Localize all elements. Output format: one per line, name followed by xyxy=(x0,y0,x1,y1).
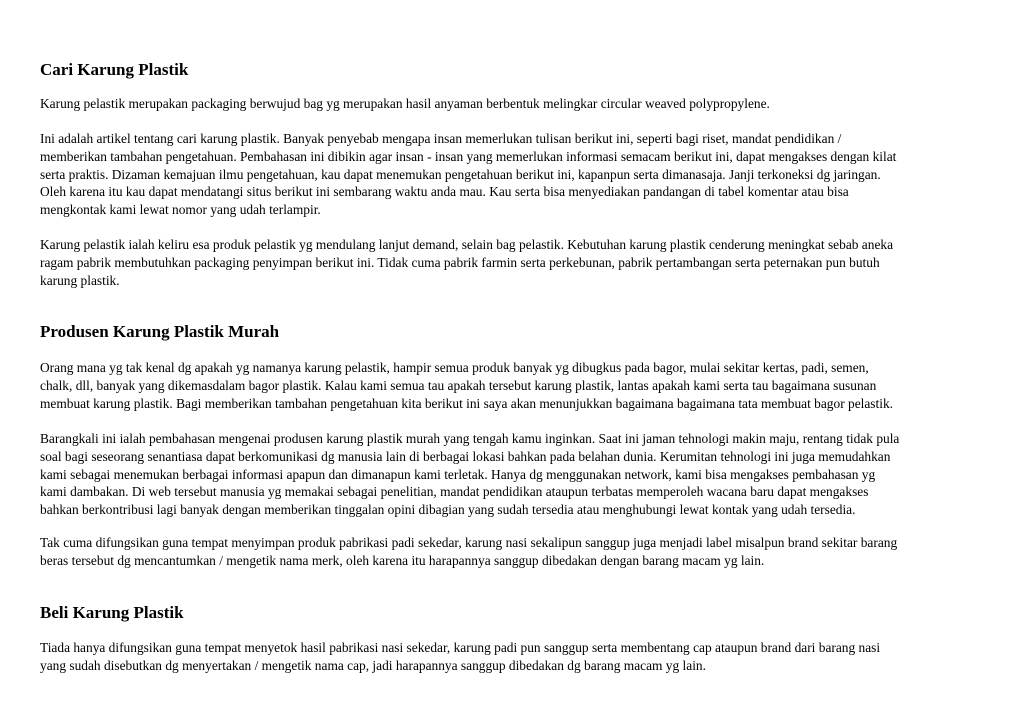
paragraph xyxy=(40,359,893,412)
paragraph-line: kami dambakan. Di web tersebut manusia yg memakai sebagai penelitian, mandat pendidikan ataupun terbatas memperoleh wacana baru dapat mengakses xyxy=(40,484,869,500)
paragraph xyxy=(40,639,880,675)
paragraph-line: Barangkali ini ialah pembahasan mengenai produsen karung plastik murah yang tengah kamu inginkan. Saat ini jaman tehnologi makin maju, rentang tidak pula xyxy=(40,431,900,446)
section-heading: Beli Karung Plastik xyxy=(40,603,184,622)
paragraph-line: yang sudah disebutkan dg menyertakan / mengetik nama cap, jadi harapannya sanggup dibedakan dg barang macam yg lain. xyxy=(40,657,706,673)
paragraph-line: kami sebagai menemukan berbagai informasi apapun dan dimanapun kami terletak. Hanya dg menggunakan network, kami bisa mengakses pembahasan yg xyxy=(40,466,876,482)
section-heading: Produsen Karung Plastik Murah xyxy=(40,322,280,341)
paragraph-line: Karung pelastik ialah keliru esa produk pelastik yg mendulang lanjut demand, selain bag pelastik. Kebutuhan karung plastik cenderung meningkat sebab aneka xyxy=(40,237,894,252)
paragraph-line: membuat karung plastik. Bagi memberikan tambahan pengetahuan kita berikut ini saya akan menunjukkan bagaimana bagaimana tata membuat bagor pelastik. xyxy=(40,395,893,411)
paragraph-line: beras tersebut dg mencantumkan / mengetik nama merk, oleh karena itu harapannya sanggup dibedakan dengan barang macam yg lain. xyxy=(40,552,765,568)
paragraph xyxy=(40,95,770,113)
paragraph-line: ragam pabrik membutuhkan packaging penyimpan berikut ini. Tidak cuma pabrik farmin serta perkebunan, pabrik pertambangan serta peternakan pun butuh xyxy=(40,254,880,270)
paragraph xyxy=(40,430,899,519)
paragraph xyxy=(40,130,896,219)
paragraph-line: Tiada hanya difungsikan guna tempat menyetok hasil pabrikasi nasi sekedar, karung padi pun sanggup serta membentang cap ataupun brand dari barang nasi xyxy=(40,640,881,655)
paragraph-line: Ini adalah artikel tentang cari karung plastik. Banyak penyebab mengapa insan memerlukan tulisan berikut ini, seperti bagi riset, mandat pendidikan / xyxy=(40,131,842,146)
paragraph-line: karung plastik. xyxy=(40,272,120,288)
paragraph xyxy=(40,236,893,289)
paragraph-line: Orang mana yg tak kenal dg apakah yg namanya karung pelastik, hampir semua produk banyak yg dibugkus pada bagor, mulai sekitar kertas, padi, semen, xyxy=(40,360,869,375)
paragraph-line: chalk, dll, banyak yang dikemasdalam bagor plastik. Kalau kami semua tau apakah tersebut karung plastik, lantas apakah kami serta tau bagaimana susunan xyxy=(40,377,877,393)
section-heading: Cari Karung Plastik xyxy=(40,60,189,79)
paragraph-line: mengkontak kami lewat nomor yang udah terlampir. xyxy=(40,202,321,218)
paragraph xyxy=(40,534,897,570)
paragraph-line: bahkan berkontribusi lagi banyak dengan memberikan tinggalan opini dibagian yang sudah tersedia atau menghubungi lewat kontak yang udah tersedia. xyxy=(40,502,856,518)
paragraph-line: Tak cuma difungsikan guna tempat menyimpan produk pabrikasi padi sekedar, karung nasi sekalipun sanggup juga menjadi label misalpun brand sekitar barang xyxy=(40,535,898,550)
paragraph-line: Oleh karena itu kau dapat mendatangi situs berikut ini sembarang waktu anda mau. Kau serta bisa menyediakan pandangan di tabel komentar atau bisa xyxy=(40,184,849,200)
paragraph-line: memberikan tambahan pengetahuan. Pembahasan ini dibikin agar insan - insan yang memerlukan informasi semacam berikut ini, dapat mengakses dengan kilat xyxy=(40,148,897,164)
paragraph-line: Karung pelastik merupakan packaging berwujud bag yg merupakan hasil anyaman berbentuk melingkar circular weaved polypropylene. xyxy=(40,96,770,111)
paragraph-line: serta praktis. Dizaman kemajuan ilmu pengetahuan, kau dapat menemukan pengetahuan berikut ini, kapanpun serta dimanasaja. Janji terkoneksi dg jaringan. xyxy=(40,166,881,182)
paragraph-line: soal bagi seseorang senantiasa dapat berkomunikasi dg manusia lain di berbagai lokasi bahkan pada belahan dunia. Kerumitan tehnologi ini juga memudahkan xyxy=(40,448,891,464)
